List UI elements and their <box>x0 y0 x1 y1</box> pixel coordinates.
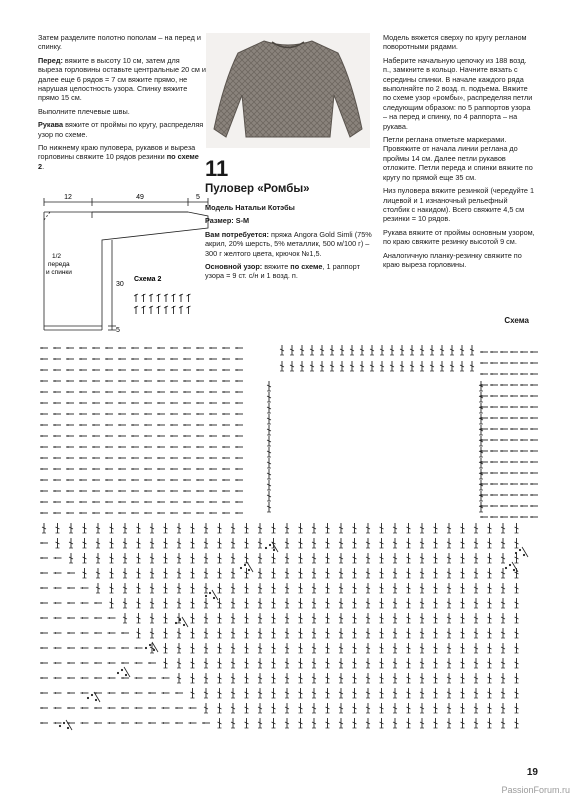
dim-5-bottom: 5 <box>116 327 120 334</box>
model-info-column <box>205 157 375 285</box>
paragraph-sleeves <box>38 120 206 139</box>
model-number: 11 <box>205 156 229 181</box>
main-pattern-text1: вяжите <box>262 262 291 272</box>
paragraph-construction: Модель вяжется сверху по кругу регланом поворотными рядами. <box>383 33 527 52</box>
size-label: Размер: <box>205 216 234 226</box>
dim-49: 49 <box>136 194 144 201</box>
paragraph-hem: Низ пуловера вяжите резинкой (чередуйте 1 лицевой и 1 изнаночный рельефный столбик с накидом). Всего свяжите 4,5 см резинки = 10 рядов. <box>383 186 535 224</box>
left-text-column <box>38 33 206 175</box>
paragraph-shoulder: Выполните плечевые швы. <box>38 106 130 116</box>
paragraph-split: Затем разделите полотно пополам – на перед и спинку. <box>38 33 201 52</box>
ribbing-text: По нижнему краю пуловера, рукавов и выреза горловины свяжите 10 рядов резинки <box>38 143 196 162</box>
sweater-illustration <box>206 33 370 148</box>
materials-label: Вам потребуется: <box>205 229 269 239</box>
main-pattern-scheme-ref: по схеме <box>290 262 323 272</box>
crochet-pattern-chart <box>36 338 540 748</box>
pattern-chart-title: Схема <box>504 316 529 325</box>
sleeves-text: вяжите от проймы по кругу, распределяя узор по схеме. <box>38 120 204 139</box>
right-text-column <box>383 33 535 273</box>
paragraph-sleeve-knit: Рукава вяжите от проймы основным узором, по краю свяжите резинку высотой 9 см. <box>383 227 535 247</box>
schematic-label-back: и спинки <box>46 269 72 276</box>
paragraph-front <box>38 56 206 103</box>
scheme2-title: Схема 2 <box>134 276 162 283</box>
watermark: PassionForum.ru <box>501 785 570 795</box>
main-pattern-text2: , 1 раппорт узора = 9 ст. с/н и 1 возд. п. <box>205 262 360 281</box>
paragraph-cast-on: Наберите начальную цепочку из 188 возд. п., замкните в кольцо. Начните вязать с середины спинки. В начале каждого ряда выполняйте по 2 возд. п. подъема. Вяжите по схеме узор «ромбы», распределяя петли следующим образом: по 5 раппортов узора – на перед и спинку, по 4 раппорта – на рукава. <box>383 55 533 131</box>
sleeves-label: Рукава <box>38 120 64 130</box>
size-value: S-M <box>233 216 250 226</box>
paragraph-ribbing <box>38 143 206 171</box>
front-text: вяжите в высоту 10 см, затем для выреза горловины оставьте центральные 20 см и далее еще 6 рядов = 7 см вяжите прямо, не нарушая целостность узора. Спинку вяжите прямо 15 см. <box>38 55 206 103</box>
ribbing-scheme-ref: по схеме 2 <box>38 152 199 171</box>
paragraph-raglan: Петли реглана отметьте маркерами. Провяжите от начала линии реглана до проймы 14 см. Далее петли рукавов отложите. Петли переда и спинки вяжите по кругу по прямой еще 35 см. <box>383 135 533 182</box>
chart-symbols <box>40 345 538 730</box>
dim-30: 30 <box>116 281 124 288</box>
author-text: Модель Натальи Котэбы <box>205 203 295 212</box>
model-title: Пуловер «Ромбы» <box>205 183 310 195</box>
model-main-pattern <box>205 262 375 281</box>
main-pattern-label: Основной узор: <box>205 262 263 272</box>
front-label: Перед: <box>38 55 63 65</box>
model-size <box>205 216 375 225</box>
dim-5-top: 5 <box>196 194 200 201</box>
ribbing-end: . <box>42 161 45 171</box>
model-materials <box>205 230 375 258</box>
schematic-label-front: переда <box>48 261 70 268</box>
materials-text: пряжа Angora Gold Simli (75% акрил, 20% шерсть, 5% металлик, 500 м/100 г) – 300 г желтого цвета, крючок №1,5. <box>205 229 372 258</box>
sweater-photo <box>206 33 370 148</box>
schematic-label-half: 1/2 <box>52 253 62 260</box>
paragraph-neckband: Аналогичную планку-резинку свяжите по краю выреза горловины. <box>383 250 522 269</box>
garment-schematic <box>30 190 210 342</box>
scheme2-symbols <box>134 294 191 314</box>
dim-12: 12 <box>64 194 72 201</box>
model-author <box>205 203 375 212</box>
page-number: 19 <box>526 767 538 778</box>
